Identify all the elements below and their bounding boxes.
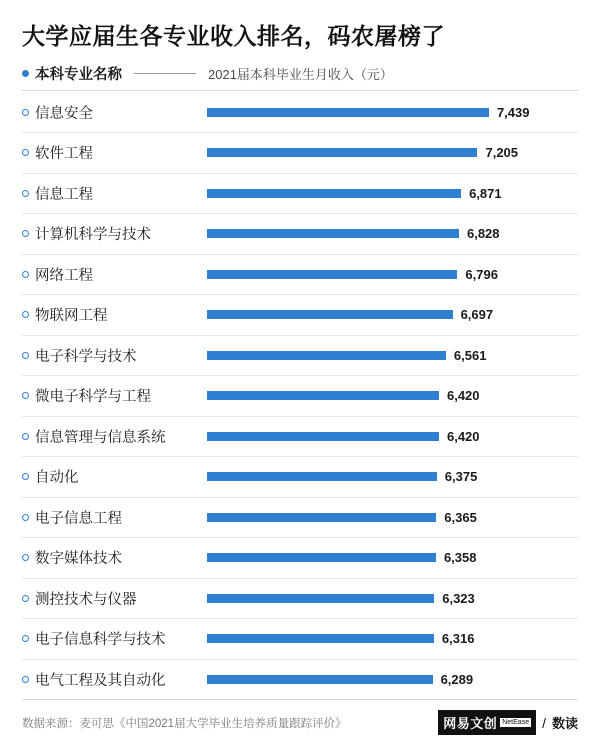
bullet-icon bbox=[22, 311, 29, 318]
brand-logo bbox=[438, 710, 578, 735]
legend bbox=[22, 63, 578, 91]
bar bbox=[207, 310, 453, 319]
chart-row bbox=[22, 538, 578, 578]
brand-primary-subtext: NetEase bbox=[502, 719, 530, 726]
bar-value-label: 6,871 bbox=[469, 185, 502, 201]
bullet-icon bbox=[22, 473, 29, 480]
bar bbox=[207, 270, 457, 279]
category-label: 电气工程及其自动化 bbox=[35, 672, 166, 689]
bar-value-label: 6,796 bbox=[465, 266, 498, 282]
category-label: 物联网工程 bbox=[35, 308, 108, 325]
bar-track bbox=[207, 295, 578, 334]
brand-separator: / bbox=[542, 714, 546, 731]
bullet-icon bbox=[22, 554, 29, 561]
bullet-icon bbox=[22, 352, 29, 359]
chart-row bbox=[22, 376, 578, 416]
bar-value-label: 6,365 bbox=[444, 509, 477, 525]
chart-row bbox=[22, 214, 578, 254]
category-label: 电子信息工程 bbox=[35, 510, 122, 527]
brand-secondary: 数读 bbox=[551, 716, 578, 731]
category-label: 网络工程 bbox=[35, 267, 93, 284]
bullet-icon bbox=[22, 271, 29, 278]
bar bbox=[207, 675, 433, 684]
chart-row bbox=[22, 619, 578, 659]
bar-value-label: 6,420 bbox=[446, 428, 480, 444]
bullet-icon bbox=[22, 190, 29, 197]
bar bbox=[207, 108, 489, 117]
bullet-icon bbox=[22, 109, 29, 116]
footer bbox=[22, 700, 578, 749]
bar-value-label: 6,316 bbox=[441, 631, 475, 647]
category-label: 电子科学与技术 bbox=[35, 348, 137, 365]
bar-track bbox=[207, 579, 578, 618]
bar bbox=[207, 351, 446, 360]
bullet-icon bbox=[22, 392, 29, 399]
bullet-icon bbox=[22, 514, 29, 521]
category-label: 测控技术与仪器 bbox=[35, 591, 137, 608]
category-label: 信息工程 bbox=[35, 186, 93, 203]
chart-row bbox=[22, 93, 578, 133]
chart-row bbox=[22, 457, 578, 497]
bar-track bbox=[207, 457, 578, 496]
bar bbox=[207, 513, 436, 522]
legend-dot-icon bbox=[22, 70, 29, 77]
bar-track bbox=[207, 174, 578, 213]
chart-row bbox=[22, 133, 578, 173]
chart-row bbox=[22, 660, 578, 700]
category-label: 电子信息科学与技术 bbox=[35, 632, 166, 649]
chart-row bbox=[22, 579, 578, 619]
bar bbox=[207, 189, 461, 198]
bullet-icon bbox=[22, 635, 29, 642]
bar bbox=[207, 229, 459, 238]
bullet-icon bbox=[22, 595, 29, 602]
category-label: 软件工程 bbox=[35, 146, 93, 163]
bar-value-label: 6,420 bbox=[446, 388, 480, 404]
bar bbox=[207, 594, 434, 603]
bar-value-label: 7,205 bbox=[485, 145, 519, 161]
category-label: 信息管理与信息系统 bbox=[35, 429, 166, 446]
bullet-icon bbox=[22, 433, 29, 440]
bar bbox=[207, 634, 434, 643]
bar-value-label: 6,828 bbox=[466, 226, 500, 242]
bar bbox=[207, 432, 439, 441]
bar-chart bbox=[22, 91, 578, 700]
chart-row bbox=[22, 498, 578, 538]
bar bbox=[207, 553, 436, 562]
bar bbox=[207, 472, 437, 481]
bullet-icon bbox=[22, 149, 29, 156]
category-label: 数字媒体技术 bbox=[35, 551, 122, 568]
bar-value-label: 6,697 bbox=[460, 307, 494, 323]
legend-category-label: 本科专业名称 bbox=[35, 66, 122, 83]
chart-row bbox=[22, 255, 578, 295]
bar-track bbox=[207, 538, 578, 577]
category-label: 信息安全 bbox=[35, 105, 93, 122]
category-label: 微电子科学与工程 bbox=[35, 389, 151, 406]
bar-track bbox=[207, 417, 578, 456]
bar bbox=[207, 391, 439, 400]
bar-value-label: 6,561 bbox=[453, 347, 487, 363]
bullet-icon bbox=[22, 676, 29, 683]
bar-value-label: 6,375 bbox=[444, 469, 478, 485]
brand-primary bbox=[438, 710, 536, 735]
bar-value-label: 6,289 bbox=[440, 671, 474, 687]
brand-primary-text: 网易文创 bbox=[443, 716, 498, 731]
bar-track bbox=[207, 498, 578, 537]
bar-value-label: 6,358 bbox=[443, 550, 477, 566]
bar-track bbox=[207, 619, 578, 658]
chart-row bbox=[22, 174, 578, 214]
bar-track bbox=[207, 336, 578, 375]
bullet-icon bbox=[22, 230, 29, 237]
chart-row bbox=[22, 336, 578, 376]
bar-value-label: 7,439 bbox=[496, 104, 530, 120]
bar bbox=[207, 148, 477, 157]
chart-row bbox=[22, 417, 578, 457]
bar-track bbox=[207, 255, 578, 294]
page-title: 大学应届生各专业收入排名，码农屠榜了 bbox=[22, 23, 445, 49]
bar-value-label: 6,323 bbox=[442, 590, 475, 606]
legend-value-label: 2021届本科毕业生月收入（元） bbox=[208, 66, 393, 82]
source-note: 数据来源：麦可思《中国2021届大学毕业生培养质量跟踪评价》 bbox=[22, 717, 347, 730]
category-label: 自动化 bbox=[35, 470, 79, 487]
chart-row bbox=[22, 295, 578, 335]
bar-track bbox=[207, 133, 578, 172]
legend-divider-line bbox=[134, 73, 196, 74]
bar-track bbox=[207, 376, 578, 415]
bar-track bbox=[207, 660, 578, 699]
category-label: 计算机科学与技术 bbox=[35, 227, 151, 244]
bar-track bbox=[207, 93, 578, 132]
bar-track bbox=[207, 214, 578, 253]
